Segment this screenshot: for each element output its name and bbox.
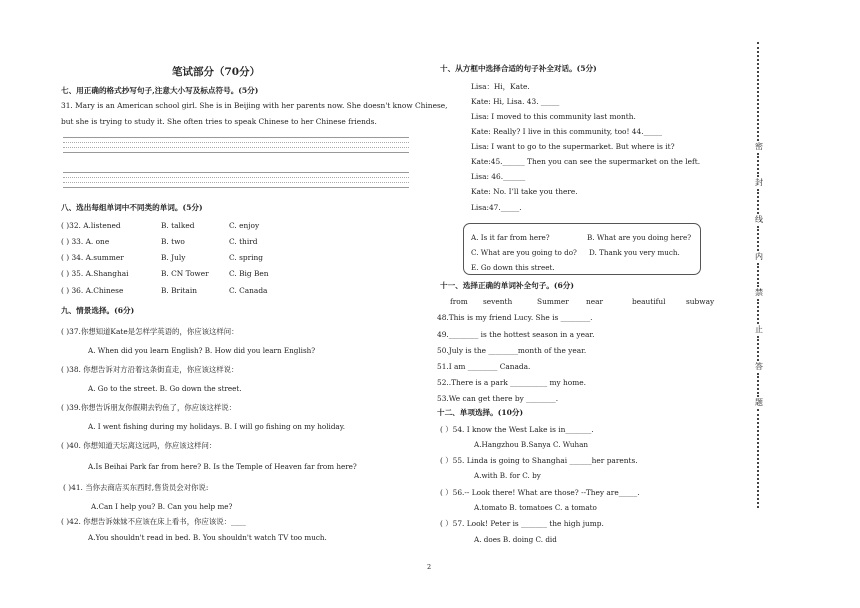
margin-dots (757, 299, 761, 324)
q49: 49.________ is the hottest season in a year. (437, 330, 595, 339)
writing-line (63, 182, 409, 183)
q38: ( )38. 你想告诉对方沿着这条街直走，你应该这样说： (61, 365, 239, 374)
word-bank-item: seventh (483, 297, 513, 306)
dialog-line-5: Lisa: I want to go to the supermarket. But where is it? (471, 142, 675, 151)
dialog-line-2: Kate: Hi, Lisa. 43. _____ (471, 97, 560, 106)
q37-options: A. When did you learn English? B. How did you learn English? (88, 346, 316, 355)
q38-options: A. Go to the street. B. Go down the street. (88, 384, 242, 393)
margin-char: 内 (755, 251, 763, 261)
q37: ( )37.你想知道Kate是怎样学英语的，你应该这样问： (61, 327, 239, 336)
q40-options: A.Is Beihai Park far from here? B. Is the Temple of Heaven far from here? (88, 462, 357, 471)
q39-options: A. I went fishing during my holidays. B. I will go fishing on my holiday. (88, 422, 346, 431)
writing-line (63, 177, 409, 178)
q54-options: A.Hangzhou B.Sanya C. Wuhan (474, 440, 589, 449)
q36-c: C. Canada (229, 286, 268, 295)
margin-dots (757, 336, 761, 361)
margin-dots (757, 153, 761, 178)
writing-line (63, 172, 409, 173)
q34-c: C. spring (229, 253, 264, 262)
seal-margin (752, 40, 766, 510)
box-option-e: E. Go down this street. (471, 263, 555, 272)
q32-c: C. enjoy (229, 221, 260, 230)
q36-b: B. Britain (161, 286, 197, 295)
margin-char: 题 (755, 398, 763, 408)
dialog-line-3: Lisa: I moved to this community last month. (471, 112, 636, 121)
q34-b: B. July (161, 253, 186, 262)
q55: ( ）55. Linda is going to Shanghai ______her parents. (440, 456, 638, 465)
margin-char: 线 (755, 215, 763, 225)
box-option-d: D. Thank you very much. (589, 248, 680, 257)
q57: ( ）57. Look! Peter is _______ the high jump. (440, 519, 604, 528)
q33-c: C. third (229, 237, 258, 246)
writing-line (63, 147, 409, 148)
margin-char: 禁 (755, 288, 763, 298)
section8-header: 八、选出每组单词中不同类的单词。(5分) (61, 203, 203, 212)
box-option-b: B. What are you doing here? (587, 233, 692, 242)
section10-header: 十、从方框中选择合适的句子补全对话。(5分) (440, 64, 597, 73)
q35-b: B. CN Tower (161, 269, 209, 278)
q51: 51.I am ________ Canada. (437, 362, 531, 371)
writing-line (63, 137, 409, 138)
section7-header: 七、用正确的格式抄写句子,注意大小写及标点符号。(5分) (61, 86, 259, 95)
margin-char: 密 (755, 141, 763, 151)
margin-char: 止 (755, 325, 763, 335)
dialog-line-8: Kate: No. I’ll take you there. (471, 187, 578, 196)
q41-options: A.Can I help you? B. Can you help me? (91, 502, 233, 511)
margin-dots (757, 42, 761, 141)
section11-header: 十一、选择正确的单词补全句子。(6分) (440, 281, 574, 290)
page-number: 2 (427, 563, 432, 571)
word-bank-item: near (586, 297, 604, 306)
q39: ( )39.你想告诉朋友你假期去钓鱼了，你应该这样说： (61, 403, 237, 412)
q55-options: A.with B. for C. by (474, 471, 541, 480)
writing-line (63, 152, 409, 153)
q31-line1: 31. Mary is an American school girl. She is in Beijing with her parents now. She doesn't know Chinese, (61, 101, 448, 110)
q40: ( )40. 你想知道天坛离这远吗，你应该这样问： (61, 441, 217, 450)
margin-char: 答 (755, 361, 763, 371)
dialog-line-6: Kate:45.______ Then you can see the supermarket on the left. (471, 157, 701, 166)
word-bank-item: Summer (537, 297, 569, 306)
q32: ( )32. A.listened (61, 221, 121, 230)
dialog-line-1: Lisa：Hi，Kate. (471, 82, 530, 91)
margin-dots (757, 263, 761, 288)
dialog-line-4: Kate: Really? I live in this community, too! 44._____ (471, 127, 663, 136)
q50: 50.July is the ________month of the year. (437, 346, 587, 355)
writing-line (63, 142, 409, 143)
q42: ( )42. 你想告诉妹妹不应该在床上看书，你应该说：____ (61, 517, 246, 526)
margin-dots (757, 226, 761, 251)
q53: 53.We can get there by ________. (437, 394, 559, 403)
word-bank-item: subway (686, 297, 715, 306)
margin-dots (757, 409, 761, 508)
q34: ( ) 34. A.summer (61, 253, 124, 262)
dialog-line-7: Lisa: 46.______ (471, 172, 526, 181)
q56: ( ）56.-- Look there! What are those? --They are_____. (440, 488, 640, 497)
q52: 52..There is a park __________ my home. (437, 378, 586, 387)
box-option-a: A. Is it far from here? (471, 233, 550, 242)
margin-char: 封 (755, 178, 763, 188)
word-bank-item: from (450, 297, 468, 306)
q57-options: A. does B. doing C. did (474, 535, 557, 544)
q32-b: B. talked (161, 221, 195, 230)
q48: 48.This is my friend Lucy. She is ________. (437, 313, 593, 322)
section12-header: 十二、单项选择。(10分) (437, 408, 524, 417)
q42-options: A.You shouldn't read in bed. B. You shouldn't watch TV too much. (88, 533, 327, 542)
page-title: 笔试部分（70分） (172, 66, 261, 78)
q41: ( )41. 当你去商店买东西时,售货员会对你说: (63, 483, 209, 492)
q33-b: B. two (161, 237, 185, 246)
q33: ( ) 33. A. one (61, 237, 110, 246)
q36: ( ) 36. A.Chinese (61, 286, 124, 295)
writing-line (63, 187, 409, 188)
q31-line2: but she is trying to study it. She often tries to speak Chinese to her Chinese friends. (61, 117, 377, 126)
section9-header: 九、情景选择。(6分) (61, 306, 135, 315)
margin-dots (757, 189, 761, 214)
q35-c: C. Big Ben (229, 269, 269, 278)
q54: ( ）54. I know the West Lake is in_______. (440, 425, 594, 434)
q56-options: A.tomato B. tomatoes C. a tomato (474, 503, 597, 512)
q35: ( ) 35. A.Shanghai (61, 269, 129, 278)
box-option-c: C. What are you going to do? (471, 248, 577, 257)
dialog-line-9: Lisa:47._____. (471, 203, 522, 212)
margin-dots (757, 373, 761, 398)
word-bank-item: beautiful (632, 297, 666, 306)
